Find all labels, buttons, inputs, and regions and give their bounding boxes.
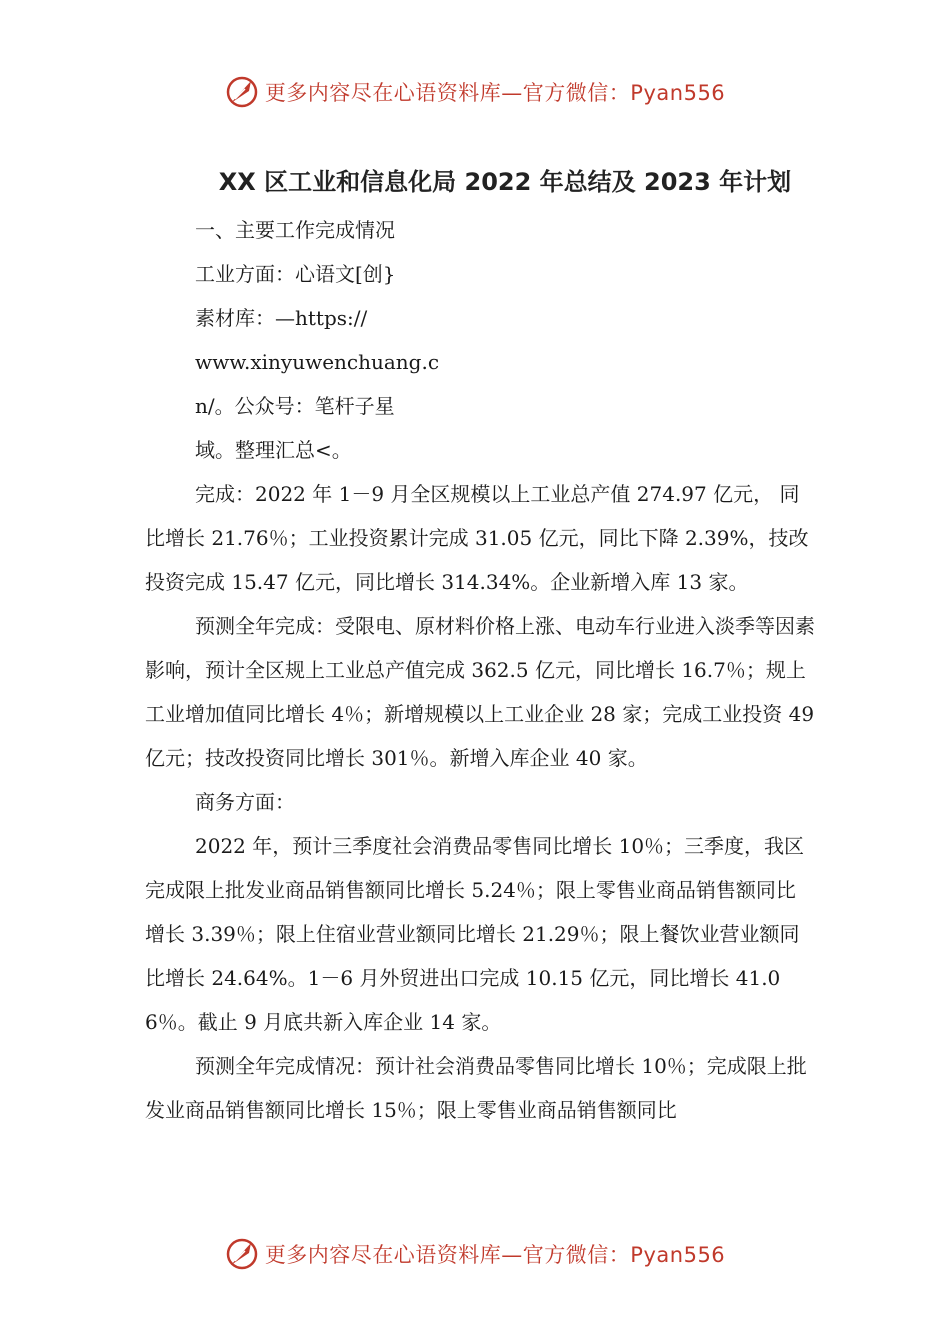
industry-completion-paragraph: 完成：2022 年 1－9 月全区规模以上工业总产值 274.97 亿元， 同比增长 21.76％；工业投资累计完成 31.05 亿元，同比下降 2.39%，技改投资完成 15.47 亿元，同比增长 314.34%。企业新增入库 13 家。 bbox=[145, 482, 809, 594]
industry-heading-line: 素材库：—https:// bbox=[195, 306, 368, 330]
commerce-heading: 商务方面： bbox=[195, 790, 295, 814]
industry-heading-line: n/。公众号：笔杆子星 bbox=[195, 394, 395, 418]
commerce-completion-paragraph: 2022 年，预计三季度社会消费品零售同比增长 10％；三季度，我区完成限上批发业商品销售额同比增长 5.24％；限上零售业商品销售额同比增长 3.39％；限上住宿业营业额同比增长 21.29％；限上餐饮业营业额同比增长 24.64%。1－6 月外贸进出口完成 10.15 亿元，同比增长 41.06％。截止 9 月底共新入库企业 14 家。 bbox=[145, 834, 805, 1034]
industry-forecast-paragraph: 预测全年完成：受限电、原材料价格上涨、电动车行业进入淡季等因素影响，预计全区规上工业总产值完成 362.5 亿元，同比增长 16.7％；规上工业增加值同比增长 4％；新增规模以上工业企业 28 家；完成工业投资 49 亿元；技改投资同比增长 301％。新增入库企业 40 家。 bbox=[145, 614, 815, 770]
document-title: XX 区工业和信息化局 2022 年总结及 2023 年计划 bbox=[218, 168, 792, 196]
industry-heading-line: www.xinyuwenchuang.c bbox=[195, 350, 440, 374]
footer-banner-text: 更多内容尽在心语资料库—官方微信：Pyan556 bbox=[264, 1243, 726, 1267]
document-body bbox=[145, 208, 815, 1132]
section-heading: 一、主要工作完成情况 bbox=[195, 218, 395, 242]
footer-banner bbox=[0, 1232, 950, 1276]
quill-emblem-icon bbox=[225, 1237, 259, 1271]
industry-heading-line: 工业方面：心语文[创} bbox=[195, 262, 396, 286]
commerce-forecast-paragraph: 预测全年完成情况：预计社会消费品零售同比增长 10％；完成限上批发业商品销售额同比增长 15％；限上零售业商品销售额同比 bbox=[145, 1054, 807, 1122]
industry-heading-line: 域。整理汇总<。 bbox=[195, 438, 352, 462]
quill-emblem-icon bbox=[225, 75, 259, 109]
header-banner-text: 更多内容尽在心语资料库—官方微信：Pyan556 bbox=[264, 81, 726, 105]
header-banner bbox=[0, 70, 950, 114]
